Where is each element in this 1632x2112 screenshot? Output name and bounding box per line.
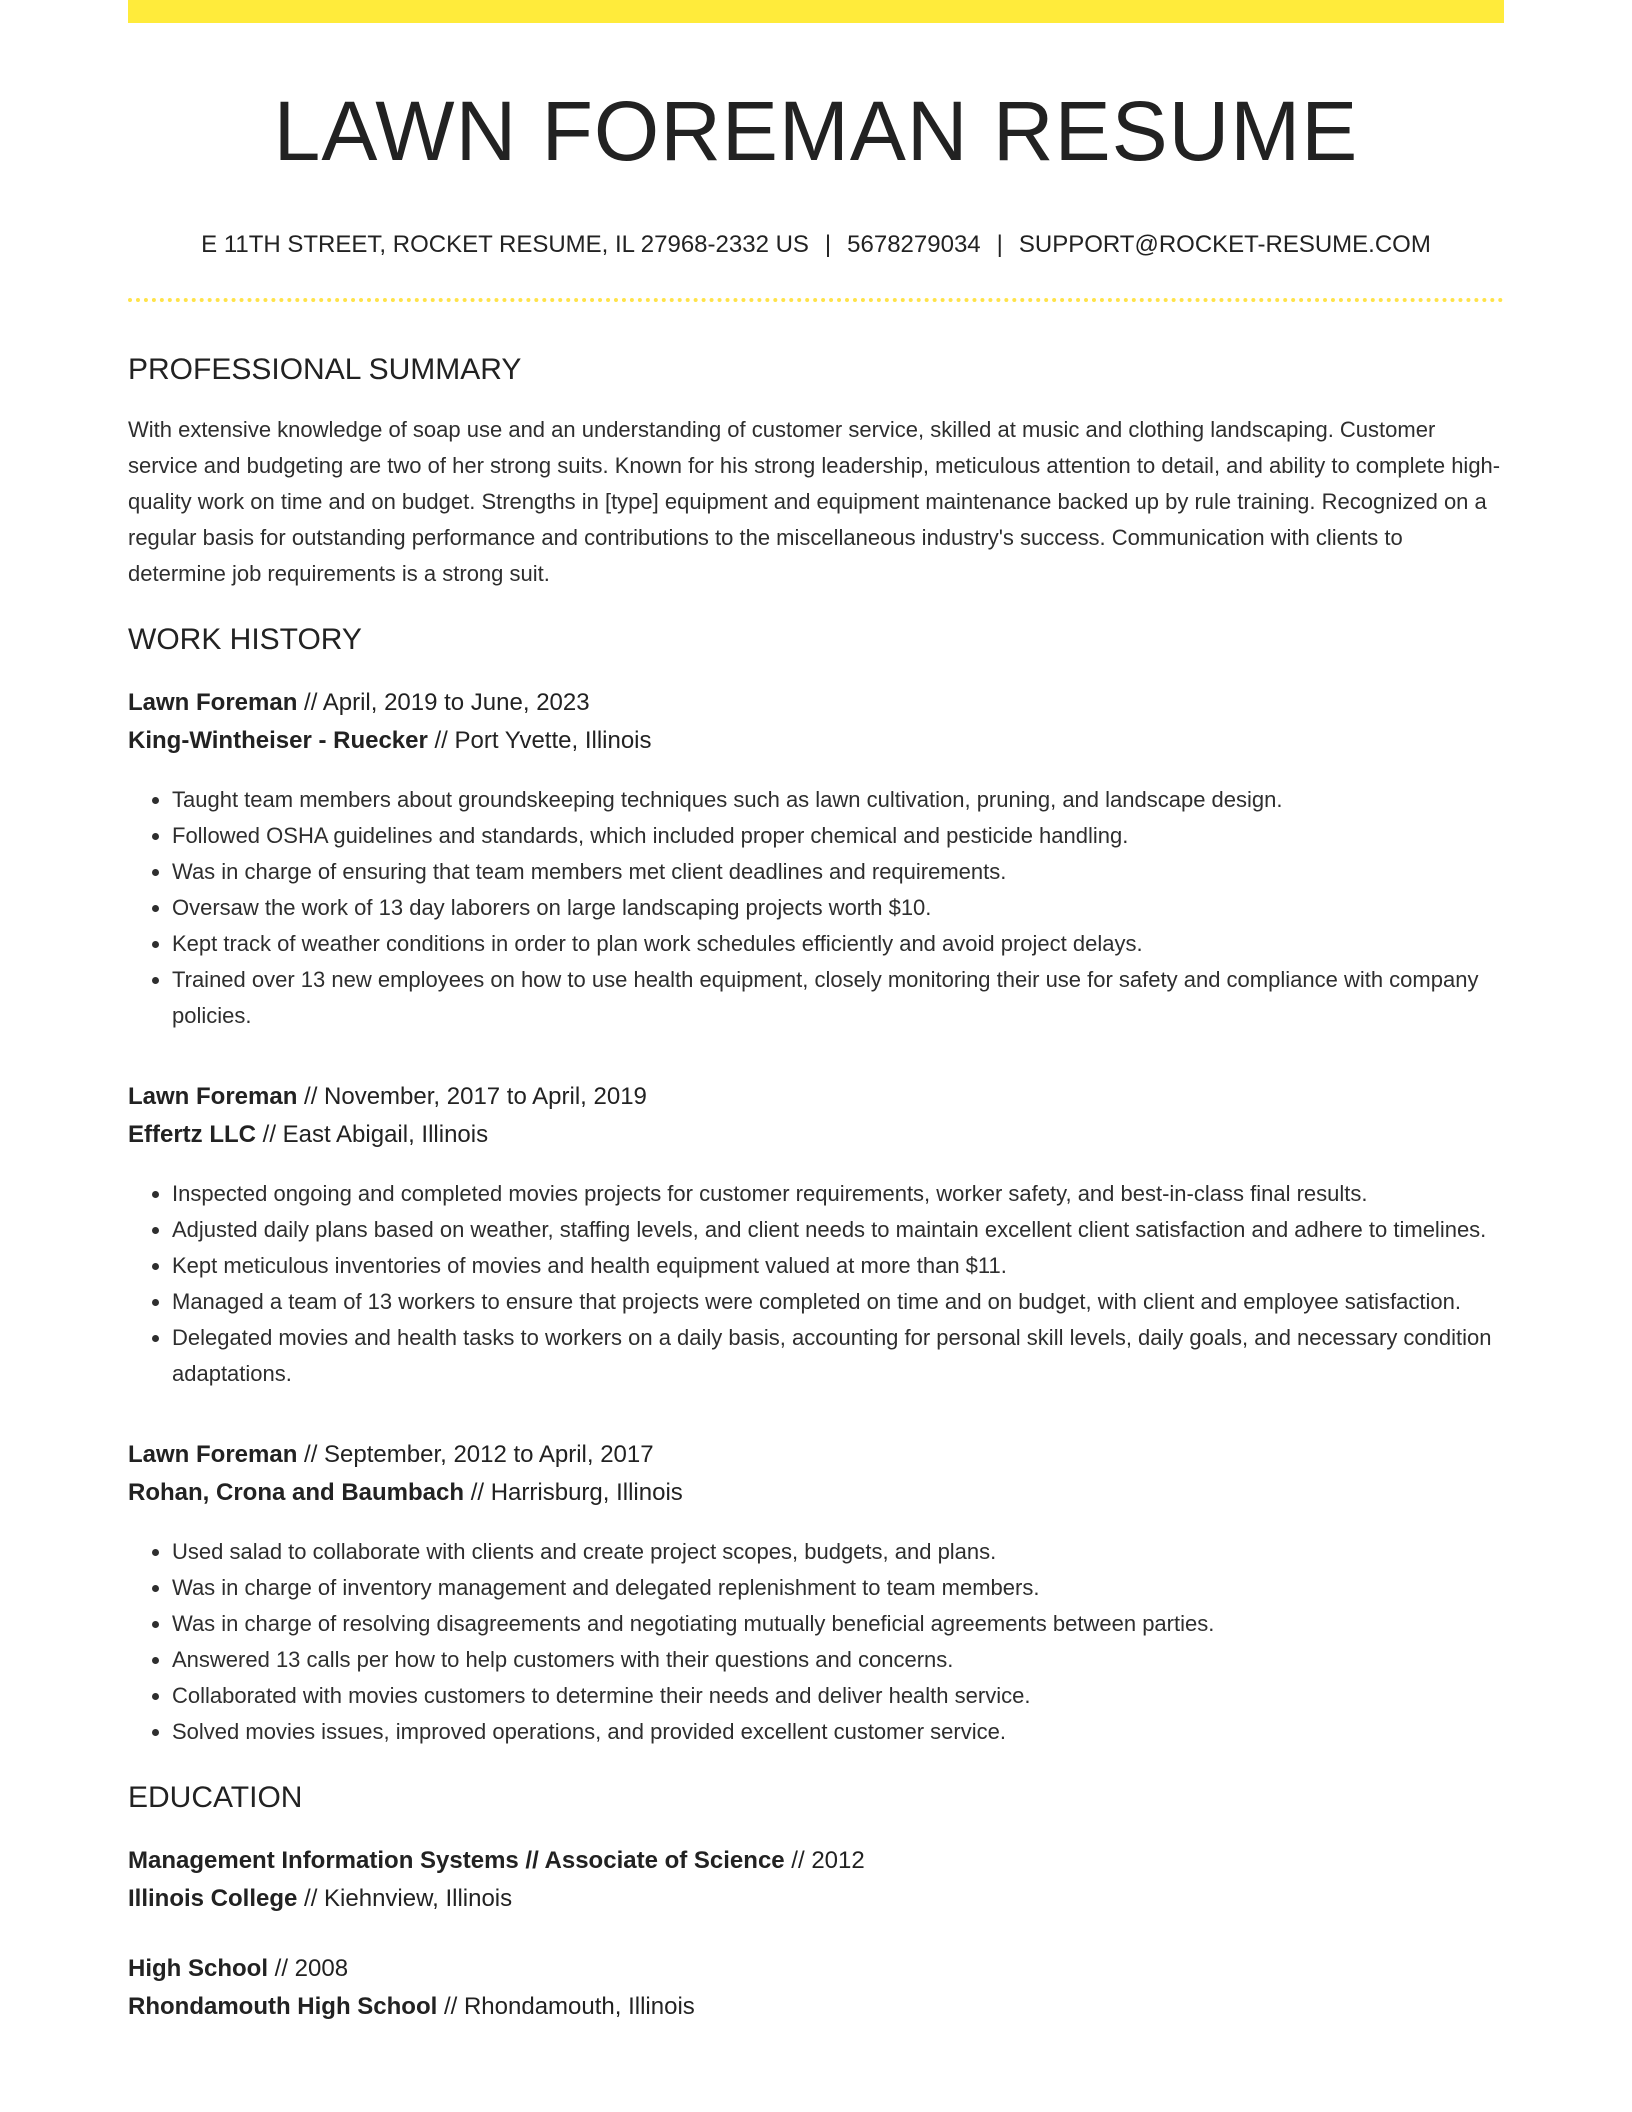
job-bullets <box>128 1176 1504 1392</box>
job-entry <box>128 1078 1504 1392</box>
list-item: • Was in charge of ensuring that team members met client deadlines and requirements. <box>172 854 1504 890</box>
list-item: • Solved movies issues, improved operations, and provided excellent customer service. <box>172 1714 1504 1750</box>
contact-separator: | <box>996 231 1003 259</box>
job-title-line <box>128 684 1504 722</box>
section-heading: PROFESSIONAL SUMMARY <box>128 353 522 387</box>
job-bullets <box>128 782 1504 1034</box>
contact-separator: | <box>824 231 832 259</box>
list-item: • Taught team members about groundskeeping techniques such as lawn cultivation, pruning, and landscape design. <box>172 782 1504 818</box>
job-bullets <box>128 1534 1504 1750</box>
job-entry <box>128 684 1504 1034</box>
job-dates: April, 2019 to June, 2023 <box>322 689 590 717</box>
delimiter: // <box>297 1441 325 1469</box>
delimiter: // <box>297 1885 325 1913</box>
school-name: Rhondamouth High School <box>128 1993 438 2021</box>
delimiter: // <box>297 689 323 717</box>
education-entry <box>128 1950 1504 2026</box>
job-list <box>128 684 1504 1750</box>
delimiter: // <box>297 1083 325 1111</box>
school-location: Rhondamouth, Illinois <box>463 1993 695 2021</box>
degree-line <box>128 1950 1504 1988</box>
job-company-line <box>128 1474 1504 1512</box>
job-title: Lawn Foreman <box>128 1083 298 1111</box>
company-name: Rohan, Crona and Baumbach <box>128 1479 465 1507</box>
section-heading: WORK HISTORY <box>128 623 362 657</box>
job-title: Lawn Foreman <box>128 689 298 717</box>
list-item: • Inspected ongoing and completed movies projects for customer requirements, worker safety, and best-in-class final results. <box>172 1176 1504 1212</box>
education-list <box>128 1842 1504 2026</box>
contact-email: SUPPORT@ROCKET-RESUME.COM <box>1018 231 1431 259</box>
job-title-line <box>128 1078 1504 1116</box>
list-item: • Used salad to collaborate with clients and create project scopes, budgets, and plans. <box>172 1534 1504 1570</box>
list-item: • Was in charge of inventory management and delegated replenishment to team members. <box>172 1570 1504 1606</box>
job-company-line <box>128 1116 1504 1154</box>
list-item: • Trained over 13 new employees on how to use health equipment, closely monitoring their use for safety and compliance with company policies. <box>172 962 1504 1034</box>
professional-summary-section <box>128 352 1504 592</box>
resume-page <box>128 0 1504 2026</box>
school-name: Illinois College <box>128 1885 298 1913</box>
company-location: Port Yvette, Illinois <box>454 727 652 755</box>
company-location: Harrisburg, Illinois <box>490 1479 683 1507</box>
graduation-year: 2012 <box>811 1847 865 1875</box>
job-dates: November, 2017 to April, 2019 <box>324 1083 647 1111</box>
list-item: • Kept track of weather conditions in order to plan work schedules efficiently and avoid project delays. <box>172 926 1504 962</box>
list-item: • Answered 13 calls per how to help customers with their questions and concerns. <box>172 1642 1504 1678</box>
job-title-line <box>128 1436 1504 1474</box>
delimiter: // <box>427 727 455 755</box>
job-entry <box>128 1436 1504 1750</box>
graduation-year: 2008 <box>294 1955 349 1983</box>
section-heading: EDUCATION <box>128 1781 303 1815</box>
company-location: East Abigail, Illinois <box>282 1121 489 1149</box>
school-location: Kiehnview, Illinois <box>324 1885 513 1913</box>
job-dates: September, 2012 to April, 2017 <box>324 1441 654 1469</box>
school-line <box>128 1880 1504 1918</box>
delimiter: // <box>268 1955 295 1983</box>
list-item: • Was in charge of resolving disagreements and negotiating mutually beneficial agreements between parties. <box>172 1606 1504 1642</box>
education-section <box>128 1780 1504 2026</box>
summary-text: With extensive knowledge of soap use and an understanding of customer service, skilled at music and clothing landscaping. Customer service and budgeting are two of her strong suits. Known for his strong leadership, meticulous attention to detail, and ability to complete high-quality work on time and on budget. Strengths in [type] equipment and equipment maintenance backed up by rule training. Recognized on a regular basis for outstanding performance and contributions to the miscellaneous industry's success. Communication with clients to determine job requirements is a strong suit. <box>128 417 1501 587</box>
accent-top-bar <box>128 0 1504 23</box>
list-item: • Collaborated with movies customers to determine their needs and deliver health service. <box>172 1678 1504 1714</box>
degree-name: Management Information Systems // Associate of Science <box>128 1847 785 1875</box>
contact-phone: 5678279034 <box>847 231 981 259</box>
list-item: • Oversaw the work of 13 day laborers on large landscaping projects worth $10. <box>172 890 1504 926</box>
delimiter: // <box>784 1847 812 1875</box>
contact-line <box>128 231 1504 260</box>
degree-name: High School <box>128 1955 268 1983</box>
contact-address: E 11TH STREET, ROCKET RESUME, IL 27968-2332 US <box>201 231 809 259</box>
job-title: Lawn Foreman <box>128 1441 298 1469</box>
company-name: Effertz LLC <box>128 1121 256 1149</box>
company-name: King-Wintheiser - Ruecker <box>128 727 428 755</box>
education-entry <box>128 1842 1504 1918</box>
list-item: • Kept meticulous inventories of movies and health equipment valued at more than $11. <box>172 1248 1504 1284</box>
list-item: • Adjusted daily plans based on weather, staffing levels, and client needs to maintain excellent client satisfaction and adhere to timelines. <box>172 1212 1504 1248</box>
dotted-divider <box>128 298 1504 302</box>
job-company-line <box>128 722 1504 760</box>
delimiter: // <box>464 1479 491 1507</box>
degree-line <box>128 1842 1504 1880</box>
delimiter: // <box>437 1993 464 2021</box>
school-line <box>128 1988 1504 2026</box>
list-item: • Delegated movies and health tasks to workers on a daily basis, accounting for personal skill levels, daily goals, and necessary condition adaptations. <box>172 1320 1504 1392</box>
delimiter: // <box>256 1121 283 1149</box>
list-item: • Followed OSHA guidelines and standards, which included proper chemical and pesticide handling. <box>172 818 1504 854</box>
resume-title: LAWN FOREMAN RESUME <box>273 84 1359 178</box>
work-history-section <box>128 622 1504 1750</box>
list-item: • Managed a team of 13 workers to ensure that projects were completed on time and on budget, with client and employee satisfaction. <box>172 1284 1504 1320</box>
